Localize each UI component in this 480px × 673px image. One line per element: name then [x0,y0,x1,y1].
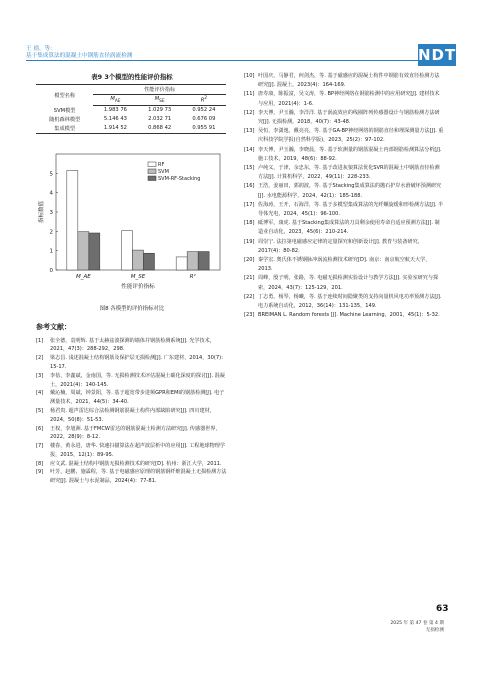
y-tick-label: 0 [49,267,53,274]
table-cell-mse: 1.029 73 [148,107,172,114]
reference-number: [13] [244,128,255,135]
reference-text: 楼春，黄永进，唐华. 快速扫描算法在超声波层析中的应用[J]. 工程地球物理学报，2015，12(1)：89-95. [50,443,225,458]
reference-number: [19] [244,238,255,245]
reference-number: [18] [244,220,255,227]
bar-svm-rf-stacking [89,233,100,270]
reference-item [244,164,444,182]
reference-number: [16] [244,183,255,190]
x-tick-label: M_SE [130,273,146,280]
reference-item [36,372,228,390]
reference-number: [2] [36,355,44,362]
reference-text: 叶国庆，马静君，何剑杰，等. 基于磁感应的混凝土构件中钢筋有效直径检测方法研究[J]. 混凝土，2023(4)：164-169. [258,73,440,89]
reference-text: 佐海涛，王开，石海洋，等. 基于多模型集成算法的光纤螺旋缓和形检测方法[J]. 半导体光电，2024，45(1)：96-100. [258,201,444,218]
reference-number: [12] [244,109,255,116]
reference-number: [11] [244,91,255,98]
reference-text: 张全德，袁明辉. 基于太赫兹波探测的墙体并钢筋检测系统[J]. 光学技术，2021，47(3)：288-292，298. [50,337,215,353]
y-tick-label: 5 [49,170,53,177]
reference-text: 吴恒，李潇逸，戴亮亮，等. 基于GA-BP神经网络的钢筋直径和埋深测量方法[J]. 重庆科技学院学报(自然科学版)，2023，25(2)：97-102. [258,128,444,144]
reference-item [244,219,444,237]
table-cell-name: SVM模型 [53,107,76,114]
reference-item [36,337,228,355]
reference-item [244,72,444,90]
table-row [36,115,226,124]
y-axis-label: 指标数值 [39,200,45,223]
table-cell-name: 集成模型 [36,124,93,134]
x-tick-label: R² [189,273,196,280]
reference-text: 李天博，尹玉瀚，李洋洋. 基于涡流效应的线圈阵列传感器设计与钢筋检测方法研究[J]. 无损检测，2018，40(7)：43-48. [258,109,440,126]
table-cell-r2: 0.676 09 [192,116,216,123]
y-tick-label: 3 [49,209,53,216]
table-cell-r2: 0.952 24 [192,107,216,114]
reference-text: 砥博军，康虎. 基于Stacking集成算法的刀具剩余使用寿命自适应预测方法[J]. 制造业自动化，2023，45(6)：210-214. [258,220,440,236]
reference-text: 唐寿康，陈振富，吴文涛，等. BP神经网络在钢筋检测中的应用研究[J]. 建材技术与应用，2021(4)：1-6. [258,91,440,107]
legend-label: SVM-RF-Stacking [158,175,201,182]
reference-text: 王浩，姜丽田，郭润波，等. 基于Stacking集成算法的抛石护岸水滑破坏预测研究[J]. 水电能源科学，2024，42(1)：185-188. [258,183,442,199]
table-cell-mse: 2.032 71 [148,116,172,123]
references-right [244,72,444,320]
reference-text: 卢纯义，于津，余忠东，等. 基于改进灰狼算法优化SVR的混凝土中钢筋直径检测方法[J]. 计算机科学，2022，49(11)：228-233. [258,165,440,181]
journal-name: 无损检测 [425,628,444,633]
reference-text: 李蓓，李鑫斌，金南国，等. 无损检测技术评估混凝土碳化深度的探讨[J]. 混凝土，2021(4)：140-145. [50,372,225,388]
page-header [0,0,480,64]
references-title: 参考文献： [36,322,71,331]
bar-rf [176,256,187,269]
reference-number: [10] [244,73,255,79]
reference-item [36,442,228,460]
reference-number: [9] [36,469,44,476]
table-header-mae: $M_{AE}$ [93,95,137,106]
reference-number: [8] [36,460,44,467]
table-caption: 表9 3个模型的性能评价指标 [91,73,173,81]
reference-item [36,460,228,469]
bar-svm-rf-stacking [144,253,155,270]
bar-chart [36,148,226,298]
figure-8 [36,148,228,312]
bar-svm-rf-stacking [198,251,209,269]
bar-rf [122,230,133,269]
reference-number: [4] [36,390,44,397]
references-left [36,337,228,487]
reference-item [244,311,444,320]
table-cell-mae: 1.914 52 [93,124,137,134]
legend-swatch [148,169,156,174]
header-rule [26,60,418,61]
reference-text: 周崇宁. 法拉第电磁感应定律的定量探究和创新设计[J]. 教育与装备研究，2017(4)：80-82. [258,238,423,254]
table-cell-name: 随机森林模型 [49,116,81,123]
page-number: 63 [436,604,449,614]
reference-item [244,274,444,292]
issue-info: 2025 年 第 47 卷 第 4 期 [390,621,444,626]
performance-table [36,84,226,134]
reference-item [36,354,228,372]
table-cell-mae: 1.983 76 [103,107,127,114]
reference-item [36,389,228,407]
reference-number: [7] [36,443,44,450]
table-row [36,124,226,134]
table-cell-mae: 5.146 43 [103,116,127,123]
reference-item [244,127,444,145]
reference-item [244,146,444,164]
x-axis-label: 性能评价指标 [121,283,155,290]
reference-text: 丁志勇，杨琴，杨曦，等. 基于连续时间隐聚类的支持向量机风电功率预测方法[J]. 电力系统自动化，2012，36(14)：131-135，149. [258,293,442,310]
reference-text: BREIMAN L. Random forests [J]. Machine Learning，2001，45(1)：5-32. [258,312,440,319]
y-tick-label: 2 [49,228,53,235]
table-cell-mse: 0.868 42 [138,124,182,134]
reference-number: [20] [244,257,255,264]
reference-text: 王权，李旭洲. 基于FMCW雷达的钢筋混凝土检测方法研究[J]. 传感器世界，2022，28(9)：8-12. [50,425,221,441]
running-title: 基于集成算法的混凝土中钢筋直径涡流检测 [26,53,133,59]
reference-text: 戴沁楠，周斌，钟景阳，等. 基于超宽带步进频GPR和EMI的钢筋检测[J]. 电子测量技术，2021，44(5)：34-40. [50,390,225,406]
legend-label: RF [158,161,165,168]
legend-label: SVM [158,168,169,175]
reference-item [244,293,444,311]
reference-text: 杨君贵. 超声雷达综合法检测钢筋混凝土构件内部缺陷研究[J]. 四川建材，2024，50(8)：51-53. [50,407,215,423]
reference-item [244,182,444,200]
x-tick-label: M_AE [75,273,91,280]
reference-number: [6] [36,425,44,432]
reference-item [36,468,228,486]
table-header-model: 模型名称 [36,85,93,106]
legend-swatch [148,176,156,181]
bar-svm [133,250,144,270]
y-tick-label: 1 [49,248,53,255]
y-tick-label: 4 [49,190,53,197]
reference-number: [1] [36,337,44,344]
reference-text: 秦学宏. 奥氏体不锈钢脉冲涡流检测技术研究[D]. 南京：南京航空航天大学，2013. [258,257,431,273]
table-header-r2: $R^2$ [182,95,226,106]
reference-item [36,407,228,425]
reference-item [244,256,444,274]
reference-text: 梁志昌. 浅述混凝土结构钢筋及保护层无损检测[J]. 广东建材，2014，30(7)：15-17. [50,355,227,370]
right-column [244,72,444,320]
reference-number: [23] [244,312,255,319]
reference-text: 周峰，殷子明，张路，等. 电磁无损检测实验设计与教学方法[J]. 实验室研究与探索，2024，43(7)：125-129，201. [258,275,439,291]
reference-text: 应文武. 混凝土结构中钢筋无损检测技术的研究[D]. 杭州：浙江大学，2011. [50,460,222,467]
reference-number: [5] [36,407,44,414]
reference-item [36,425,228,443]
reference-number: [21] [244,275,255,282]
figure-caption: 图8 各模型的评价指标对比 [99,305,165,312]
legend-swatch [148,162,156,167]
table-row [36,106,226,115]
reference-item [244,109,444,127]
table-cell-r2: 0.955 91 [182,124,226,134]
reference-number: [3] [36,372,44,379]
reference-number: [14] [244,146,255,153]
journal-logo: NDT [418,46,457,64]
table-header-mse: $M_{SE}$ [138,95,182,106]
reference-number: [15] [244,165,255,172]
reference-number: [22] [244,293,255,300]
left-column [36,72,228,486]
reference-item [244,90,444,108]
table-header-group: 性能评价指标 [93,85,226,95]
reference-item [244,201,444,219]
running-author: 王 禧，等： [26,46,56,52]
reference-text: 李天博，尹玉瀚，李晓晨，等. 基于软测量的钢筋混凝土内部钢筋检测算法分析[J]. 施工技术，2019，48(6)：88-92. [258,146,442,162]
bar-rf [67,170,78,269]
reference-item [244,238,444,256]
bar-svm [187,251,198,269]
reference-number: [17] [244,201,255,208]
reference-text: 叶芳，赵鹏，施霖程，等. 基于电磁感应原理的钢筋钢纤维混凝土无损检测方法研究[J]. 混凝土与水泥制品，2024(4)：77-81. [50,469,227,485]
bar-svm [78,231,89,269]
